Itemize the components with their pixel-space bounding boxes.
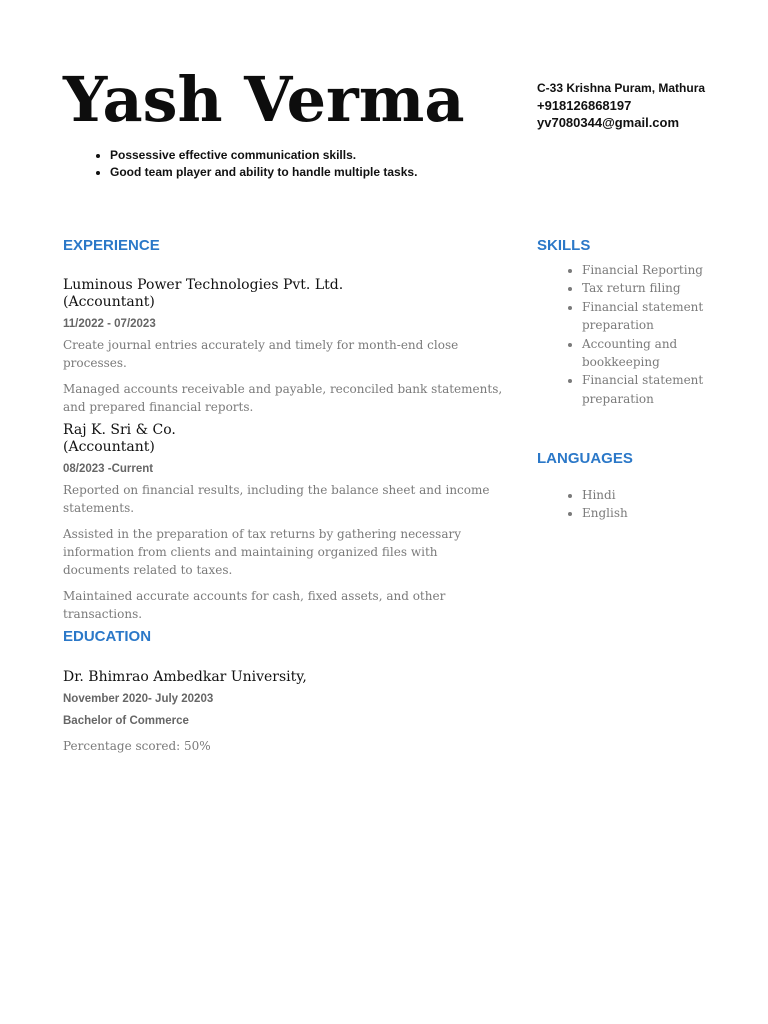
job-entry: [63, 422, 503, 623]
education-dates: November 2020- July 20203: [63, 693, 214, 705]
job-company: Raj K. Sri & Co.: [63, 422, 176, 438]
language-item: • Hindi: [582, 486, 732, 504]
skill-item: • Financial statement preparation: [582, 371, 732, 408]
job-detail: Create journal entries accurately and timely for month-end close processes.: [63, 338, 459, 370]
language-item: • English: [582, 504, 732, 522]
languages-heading: LANGUAGES: [537, 450, 633, 467]
contact-info: [537, 80, 705, 131]
job-detail: Assisted in the preparation of tax returns by gathering necessary information from clients and maintaining organized files with documents related to taxes.: [63, 527, 461, 577]
skill-item: • Financial Reporting: [582, 261, 732, 279]
languages-list: [559, 486, 732, 523]
summary-list: [86, 147, 417, 180]
education-school: Dr. Bhimrao Ambedkar University,: [63, 669, 307, 685]
education-entry: [63, 669, 503, 755]
summary-item: • Possessive effective communication skills.: [110, 147, 417, 164]
education-heading: EDUCATION: [63, 628, 152, 645]
job-dates: 08/2023 -Current: [63, 463, 154, 475]
contact-phone: +918126868197: [537, 98, 632, 113]
skill-item: • Tax return filing: [582, 279, 732, 297]
contact-address: C-33 Krishna Puram, Mathura: [537, 81, 706, 95]
job-dates: 11/2022 - 07/2023: [63, 318, 156, 330]
skill-item: • Accounting and bookkeeping: [582, 335, 732, 372]
contact-email: yv7080344@gmail.com: [537, 115, 680, 130]
resume-name: Yash Verma: [63, 63, 465, 136]
job-detail: Reported on financial results, including the balance sheet and income statements.: [63, 483, 490, 515]
job-company: Luminous Power Technologies Pvt. Ltd.: [63, 277, 344, 293]
skills-list: [559, 261, 732, 408]
skill-item: • Financial statement preparation: [582, 298, 732, 335]
skills-heading: SKILLS: [537, 237, 591, 254]
summary-item: • Good team player and ability to handle multiple tasks.: [110, 164, 417, 181]
job-detail: Managed accounts receivable and payable, reconciled bank statements, and prepared financial reports.: [63, 382, 503, 414]
education-score: Percentage scored: 50%: [63, 739, 211, 753]
job-role: (Accountant): [63, 439, 155, 455]
job-detail: Maintained accurate accounts for cash, fixed assets, and other transactions.: [63, 589, 446, 621]
education-degree: Bachelor of Commerce: [63, 715, 189, 727]
job-entry: [63, 277, 503, 416]
job-role: (Accountant): [63, 294, 155, 310]
experience-heading: EXPERIENCE: [63, 237, 160, 254]
